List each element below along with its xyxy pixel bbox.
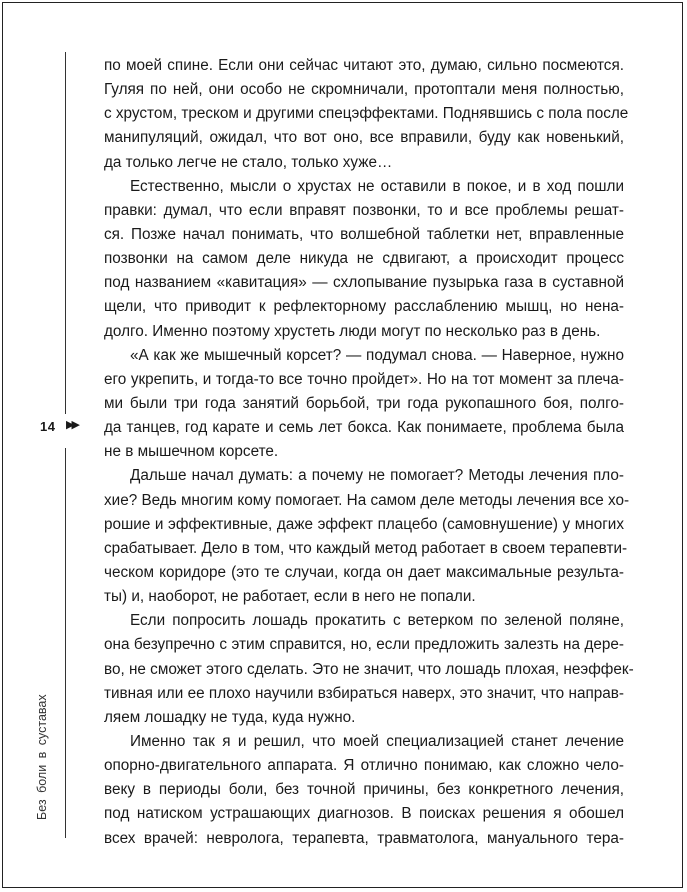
text-line: Если попросить лошадь прокатить с ветерком по зеленой поляне, [130, 612, 624, 630]
text-line: Гуляя по ней, они особо не скромничали, протоптали меня полностью, [104, 81, 624, 99]
text-line: рошие и эффективные, даже эффект плацебо (самовнушение) у многих [104, 515, 624, 533]
text-line: долго. Именно поэтому хрустеть люди могут по несколько раз в день. [104, 322, 601, 340]
running-head: Без боли в суставах [35, 694, 49, 820]
text-line: позвонки на самом деле никуда не сдвигают, а происходит процесс [104, 250, 624, 268]
text-line: «А как же мышечный корсет? — подумал снова. — Наверное, нужно [130, 346, 624, 364]
text-line: не в мышечном корсете. [104, 443, 279, 461]
text-line: щели, что приводит к рефлекторному расслаблению мышц, но нена- [104, 298, 624, 316]
text-line: под названием «кавитация» — схлопывание пузырька газа в суставной [104, 274, 624, 292]
text-line: хие? Ведь многим кому помогает. На самом деле методы лечения все хо- [104, 491, 630, 509]
body-text [104, 54, 634, 851]
text-line: опорно-двигательного аппарата. Я отлично понимаю, как сложно чело- [104, 757, 624, 775]
text-line: тивная или ее плохо научили взбираться наверх, это значит, что направ- [104, 684, 624, 702]
text-line: ты) и, наоборот, не работает, если в него не попали. [104, 588, 476, 606]
text-line: веку в периоды боли, без точной причины, без конкретного лечения, [104, 781, 624, 799]
text-line: да только легче не стало, только хуже… [104, 153, 393, 171]
text-line: во, не сможет этого сделать. Это не значит, что лошадь плохая, неэффек- [104, 660, 634, 678]
text-line: Естественно, мысли о хрустах не оставили в покое, и в ход пошли [130, 177, 624, 195]
text-line: ся. Позже начал понимать, что волшебной таблетки нет, вправленные [104, 225, 624, 243]
text-line: срабатывает. Дело в том, что каждый метод работает в своем терапевти- [104, 539, 628, 557]
text-line: ческом коридоре (это те случаи, когда он дает максимальные результа- [104, 563, 624, 581]
text-line: ляем лошадку не туда, куда нужно. [104, 708, 356, 726]
text-line: Дальше начал думать: а почему не помогает? Методы лечения пло- [130, 467, 624, 485]
text-line: под натиском устрашающих диагнозов. В поисках решения я обошел [104, 805, 624, 823]
text-line: правки: думал, что если вправят позвонки, то и все проблемы решат- [104, 201, 624, 219]
text-line: его укрепить, и тогда-то все точно пройдет». Но на тот момент за плеча- [104, 370, 624, 388]
margin-rule-bottom [65, 448, 66, 838]
page-number: 14 [40, 419, 56, 434]
margin-rule-top [65, 52, 66, 414]
text-line: с хрустом, треском и другими спецэффектами. Поднявшись с пола после [104, 105, 629, 123]
text-line: да танцев, год карате и семь лет бокса. Как понимаете, проблема была [104, 419, 624, 437]
double-arrow-icon: ▶▶ [66, 419, 77, 431]
text-line: ми были три года занятий борьбой, три года рукопашного боя, полго- [104, 394, 624, 412]
text-line: манипуляций, ожидал, что вот оно, все вправили, буду как новенький, [104, 129, 624, 147]
text-line: по моей спине. Если они сейчас читают это, думаю, сильно посмеются. [104, 57, 624, 74]
text-line: она безупречно с этим справится, но, если предложить залезть на дере- [104, 636, 624, 654]
text-line: Именно так я и решил, что моей специализацией станет лечение [130, 732, 624, 750]
text-line: всех врачей: невролога, терапевта, травматолога, мануального тера- [104, 829, 624, 847]
